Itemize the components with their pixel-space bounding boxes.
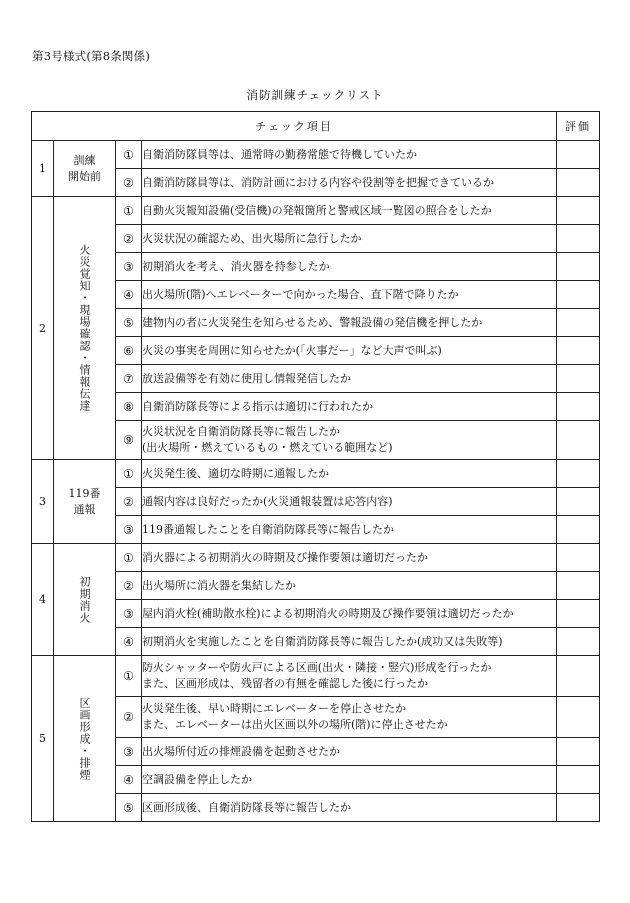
evaluation-cell[interactable] <box>557 337 600 365</box>
section-number: 2 <box>32 197 54 460</box>
checklist-row <box>32 421 600 460</box>
evaluation-cell[interactable] <box>557 766 600 794</box>
item-number: ② <box>116 572 142 600</box>
checklist-row <box>32 794 600 822</box>
item-number: ④ <box>116 281 142 309</box>
item-number: ⑥ <box>116 337 142 365</box>
checklist-row <box>32 197 600 225</box>
checklist-row <box>32 365 600 393</box>
header-check-items: チェック項目 <box>32 112 557 141</box>
checklist-row <box>32 393 600 421</box>
checklist-row <box>32 656 600 697</box>
evaluation-cell[interactable] <box>557 421 600 460</box>
checklist-row <box>32 460 600 488</box>
item-number: ② <box>116 169 142 197</box>
checklist-row <box>32 738 600 766</box>
form-number: 第3号様式(第8条関係) <box>32 49 151 63</box>
item-number: ② <box>116 697 142 738</box>
header-evaluation: 評価 <box>557 112 600 141</box>
checklist-row <box>32 544 600 572</box>
checklist-table <box>31 111 600 822</box>
check-item-text: 出火場所付近の排煙設備を起動させたか <box>142 738 557 766</box>
check-item-text: 初期消火を実施したことを自衛消防隊長等に報告したか(成功又は失敗等) <box>142 628 557 656</box>
evaluation-cell[interactable] <box>557 516 600 544</box>
check-item-text: 出火場所に消火器を集結したか <box>142 572 557 600</box>
evaluation-cell[interactable] <box>557 169 600 197</box>
item-number: ① <box>116 197 142 225</box>
evaluation-cell[interactable] <box>557 460 600 488</box>
evaluation-cell[interactable] <box>557 393 600 421</box>
evaluation-cell[interactable] <box>557 253 600 281</box>
evaluation-cell[interactable] <box>557 365 600 393</box>
evaluation-cell[interactable] <box>557 281 600 309</box>
check-item-text: 火災状況を自衛消防隊長等に報告したか (出火場所・燃えているもの・燃えている範囲など) <box>142 421 557 460</box>
check-item-text: 屋内消火栓(補助散水栓)による初期消火の時期及び操作要領は適切だったか <box>142 600 557 628</box>
checklist-row <box>32 628 600 656</box>
evaluation-cell[interactable] <box>557 656 600 697</box>
header-row <box>32 112 600 141</box>
checklist-row <box>32 225 600 253</box>
section-number: 1 <box>32 141 54 197</box>
document-title: 消防訓練チェックリスト <box>246 88 384 102</box>
checklist-row <box>32 337 600 365</box>
section-category: 訓練 開始前 <box>54 141 116 197</box>
evaluation-cell[interactable] <box>557 738 600 766</box>
check-item-text: 119番通報したことを自衛消防隊長等に報告したか <box>142 516 557 544</box>
evaluation-cell[interactable] <box>557 488 600 516</box>
section-category: 初期消火 <box>54 544 116 656</box>
evaluation-cell[interactable] <box>557 309 600 337</box>
checklist-row <box>32 516 600 544</box>
item-number: ① <box>116 460 142 488</box>
check-item-text: 区画形成後、自衛消防隊長等に報告したか <box>142 794 557 822</box>
checklist-row <box>32 309 600 337</box>
check-item-text: 通報内容は良好だったか(火災通報装置は応答内容) <box>142 488 557 516</box>
item-number: ⑦ <box>116 365 142 393</box>
evaluation-cell[interactable] <box>557 141 600 169</box>
check-item-text: 消火器による初期消火の時期及び操作要領は適切だったか <box>142 544 557 572</box>
check-item-text: 初期消火を考え、消火器を持参したか <box>142 253 557 281</box>
check-item-text: 放送設備等を有効に使用し情報発信したか <box>142 365 557 393</box>
item-number: ① <box>116 656 142 697</box>
item-number: ⑤ <box>116 309 142 337</box>
item-number: ③ <box>116 600 142 628</box>
item-number: ② <box>116 488 142 516</box>
check-item-text: 火災状況の確認ため、出火場所に急行したか <box>142 225 557 253</box>
check-item-text: 空調設備を停止したか <box>142 766 557 794</box>
section-number: 4 <box>32 544 54 656</box>
item-number: ⑧ <box>116 393 142 421</box>
checklist-row <box>32 141 600 169</box>
checklist-row <box>32 281 600 309</box>
section-category: 火災覚知・現場確認・情報伝達 <box>54 197 116 460</box>
evaluation-cell[interactable] <box>557 572 600 600</box>
checklist-row <box>32 253 600 281</box>
item-number: ③ <box>116 253 142 281</box>
item-number: ④ <box>116 628 142 656</box>
checklist-row <box>32 766 600 794</box>
item-number: ④ <box>116 766 142 794</box>
item-number: ① <box>116 544 142 572</box>
check-item-text: 出火場所(階)へエレベーターで向かった場合、直下階で降りたか <box>142 281 557 309</box>
check-item-text: 自衛消防隊員等は、消防計画における内容や役割等を把握できているか <box>142 169 557 197</box>
checklist-row <box>32 697 600 738</box>
checklist-row <box>32 600 600 628</box>
item-number: ⑤ <box>116 794 142 822</box>
check-item-text: 自衛消防隊長等による指示は適切に行われたか <box>142 393 557 421</box>
item-number: ⑨ <box>116 421 142 460</box>
check-item-text: 火災の事実を周囲に知らせたか(「火事だー」など大声で叫ぶ) <box>142 337 557 365</box>
section-number: 3 <box>32 460 54 544</box>
evaluation-cell[interactable] <box>557 197 600 225</box>
check-item-text: 自衛消防隊員等は、通常時の勤務常態で待機していたか <box>142 141 557 169</box>
checklist-row <box>32 572 600 600</box>
section-category: 区画形成・排煙 <box>54 656 116 822</box>
item-number: ② <box>116 225 142 253</box>
checklist-row <box>32 488 600 516</box>
evaluation-cell[interactable] <box>557 544 600 572</box>
check-item-text: 火災発生後、早い時期にエレベーターを停止させたか また、エレベーターは出火区画以外の場所(階)に停止させたか <box>142 697 557 738</box>
evaluation-cell[interactable] <box>557 225 600 253</box>
item-number: ③ <box>116 516 142 544</box>
checklist-row <box>32 169 600 197</box>
evaluation-cell[interactable] <box>557 600 600 628</box>
check-item-text: 防火シャッターや防火戸による区画(出火・隣接・竪穴)形成を行ったか また、区画形成は、残留者の有無を確認した後に行ったか <box>142 656 557 697</box>
check-item-text: 火災発生後、適切な時期に通報したか <box>142 460 557 488</box>
check-item-text: 自動火災報知設備(受信機)の発報箇所と警戒区域一覧図の照合をしたか <box>142 197 557 225</box>
section-category: 119番 通報 <box>54 460 116 544</box>
section-number: 5 <box>32 656 54 822</box>
check-item-text: 建物内の者に火災発生を知らせるため、警報設備の発信機を押したか <box>142 309 557 337</box>
item-number: ① <box>116 141 142 169</box>
evaluation-cell[interactable] <box>557 628 600 656</box>
evaluation-cell[interactable] <box>557 697 600 738</box>
evaluation-cell[interactable] <box>557 794 600 822</box>
item-number: ③ <box>116 738 142 766</box>
